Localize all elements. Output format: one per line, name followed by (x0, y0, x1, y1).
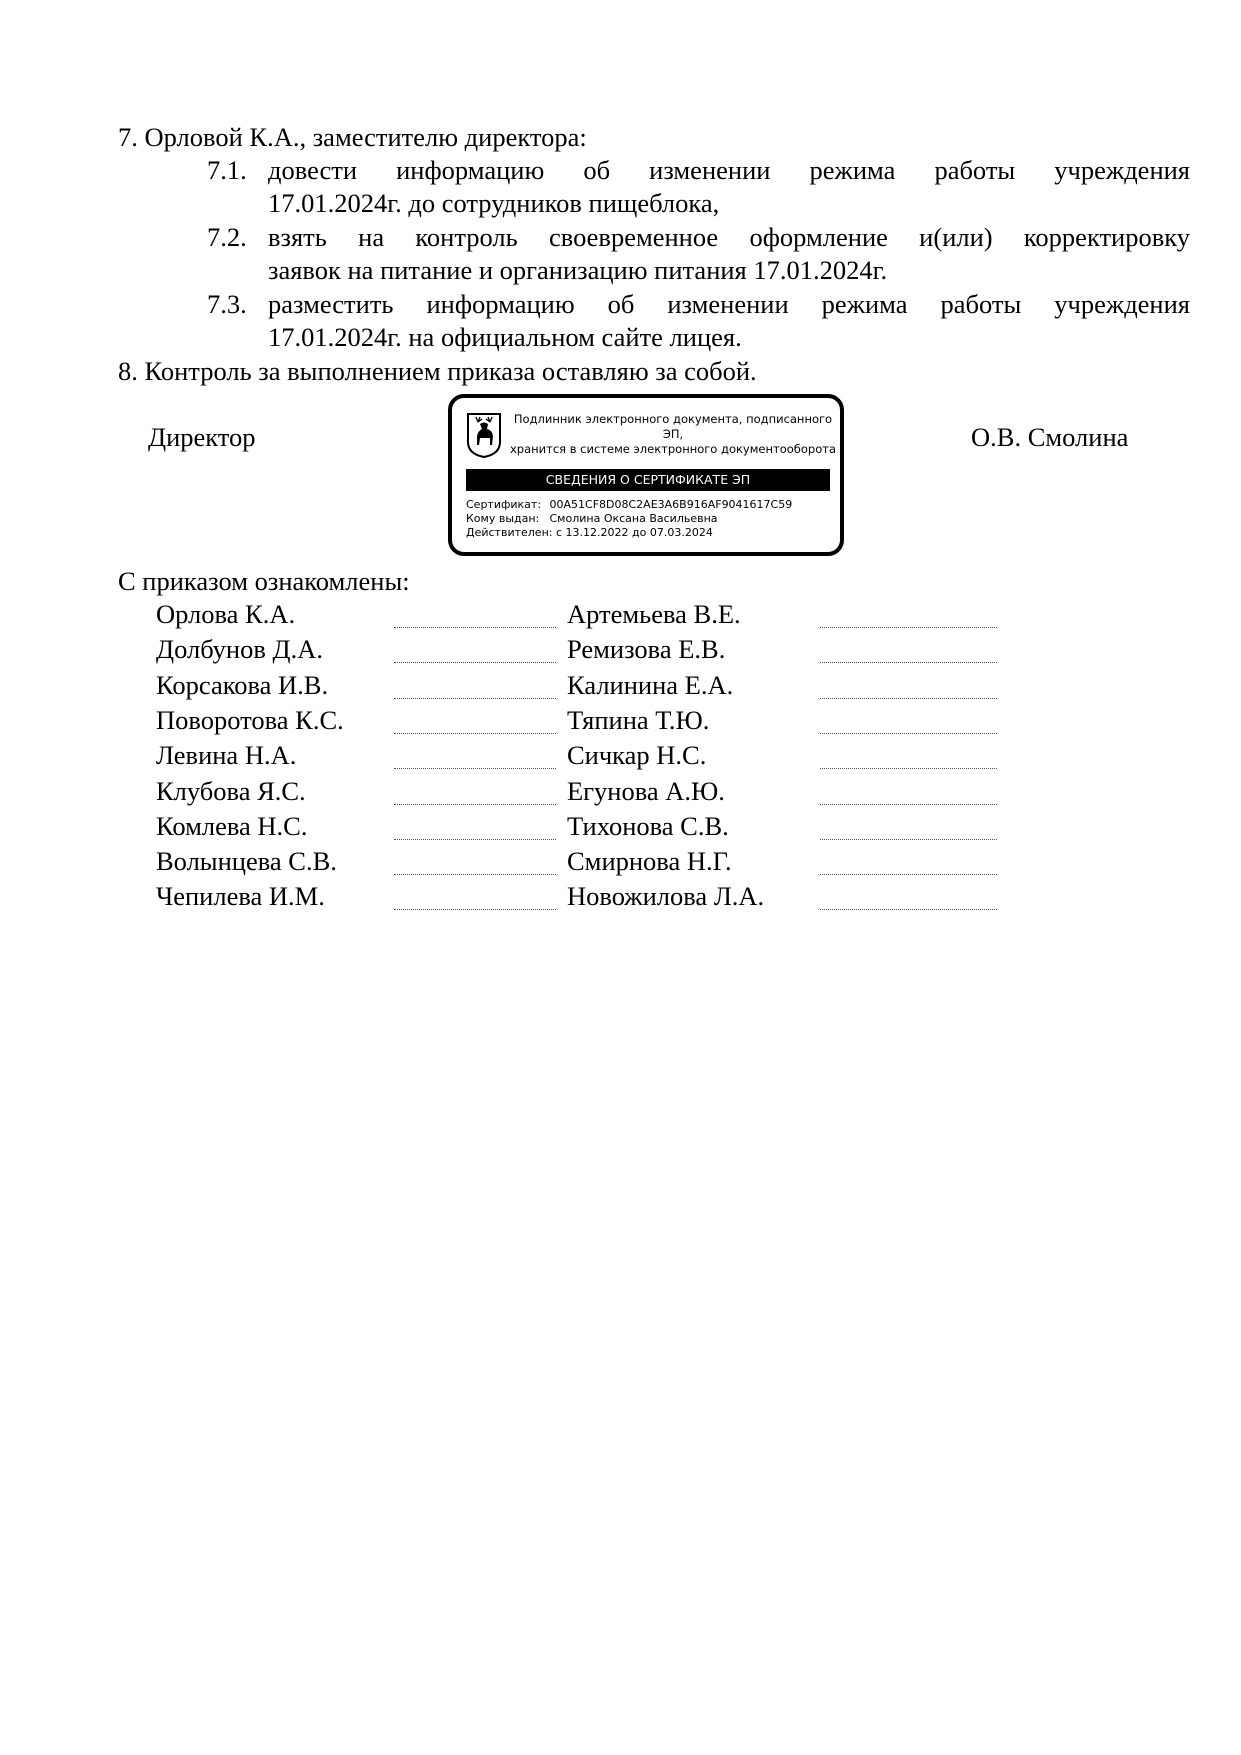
acknowledged-name-right: Сичкар Н.С. (567, 740, 707, 770)
signature-line-left (394, 839, 556, 840)
subitem-7-3-number: 7.3. (207, 289, 247, 319)
acknowledged-name-right: Калинина Е.А. (567, 670, 734, 700)
subitem-7-2-number: 7.2. (207, 222, 247, 252)
signature-line-right (820, 874, 997, 875)
subitem-7-3-line2: 17.01.2024г. на официальном сайте лицея. (268, 322, 742, 352)
deer-coat-of-arms-icon (466, 412, 502, 458)
acknowledged-name-left: Волынцева С.В. (156, 846, 337, 876)
subitem-7-1-line2: 17.01.2024г. до сотрудников пищеблока, (268, 188, 720, 218)
item-8 (118, 356, 757, 386)
subitem-7-1-line1: довести информацию об изменении режима работы учреждения (268, 155, 1190, 185)
signature-line-left (394, 698, 556, 699)
signature-line-left (394, 768, 556, 769)
item-8-number: 8. (118, 356, 138, 386)
stamp-certificate-label: Сертификат: (466, 498, 542, 511)
acknowledged-name-left: Орлова К.А. (156, 599, 296, 629)
e-signature-stamp (448, 394, 844, 556)
stamp-issued-row (466, 512, 718, 526)
signature-line-right (820, 804, 997, 805)
acknowledged-name-left: Чепилева И.М. (156, 881, 325, 911)
subitem-7-3-line1: разместить информацию об изменении режима работы учреждения (268, 289, 1190, 319)
signature-line-right (820, 627, 997, 628)
stamp-certificate-value: 00A51CF8D08C2AE3A6B916AF9041617C59 (549, 498, 793, 511)
signature-line-right (820, 698, 997, 699)
signer-name: О.В. Смолина (971, 422, 1129, 452)
signature-line-left (394, 733, 556, 734)
signature-line-right (820, 909, 997, 910)
signature-line-left (394, 874, 556, 875)
acknowledged-name-right: Ремизова Е.В. (567, 634, 726, 664)
acknowledged-name-right: Смирнова Н.Г. (567, 846, 732, 876)
stamp-valid-value: с 13.12.2022 до 07.03.2024 (555, 526, 713, 539)
acknowledged-name-right: Тяпина Т.Ю. (567, 705, 710, 735)
signature-line-right (820, 839, 997, 840)
acknowledged-name-right: Новожилова Л.А. (567, 881, 765, 911)
stamp-header-line2: хранится в системе электронного документооборота (510, 442, 836, 456)
item-8-text: Контроль за выполнением приказа оставляю за собой. (144, 356, 757, 386)
signature-line-right (820, 733, 997, 734)
acknowledged-name-left: Комлева Н.С. (156, 811, 308, 841)
stamp-header (510, 412, 836, 457)
subitem-7-2-line2: заявок на питание и организацию питания 17.01.2024г. (268, 255, 888, 285)
stamp-certificate-row (466, 498, 792, 512)
signature-line-left (394, 627, 556, 628)
signer-role: Директор (148, 422, 256, 452)
acknowledged-name-left: Левина Н.А. (156, 740, 297, 770)
acknowledged-name-left: Корсакова И.В. (156, 670, 329, 700)
acknowledged-name-left: Долбунов Д.А. (156, 634, 323, 664)
subitem-7-1-number: 7.1. (207, 155, 247, 185)
signature-line-left (394, 909, 556, 910)
stamp-issued-value: Смолина Оксана Васильевна (549, 512, 718, 525)
signature-line-right (820, 768, 997, 769)
stamp-title-bar: СВЕДЕНИЯ О СЕРТИФИКАТЕ ЭП (466, 469, 830, 491)
item-7-number: 7. (118, 122, 138, 152)
acknowledged-name-right: Артемьева В.Е. (567, 599, 741, 629)
acknowledged-heading: С приказом ознакомлены: (118, 566, 410, 596)
signature-line-left (394, 662, 556, 663)
stamp-header-line1: Подлинник электронного документа, подписанного ЭП, (513, 412, 833, 441)
stamp-valid-row (466, 526, 713, 540)
acknowledged-name-right: Тихонова С.В. (567, 811, 729, 841)
acknowledged-name-right: Егунова А.Ю. (567, 776, 725, 806)
item-7 (118, 122, 587, 152)
subitem-7-2-line1: взять на контроль своевременное оформление и(или) корректировку (268, 222, 1190, 252)
acknowledged-name-left: Поворотова К.С. (156, 705, 344, 735)
stamp-valid-label: Действителен: (466, 526, 553, 539)
stamp-issued-label: Кому выдан: (466, 512, 540, 525)
item-7-text: Орловой К.А., заместителю директора: (144, 122, 587, 152)
acknowledged-name-left: Клубова Я.С. (156, 776, 306, 806)
signature-line-left (394, 804, 556, 805)
signature-line-right (820, 662, 997, 663)
